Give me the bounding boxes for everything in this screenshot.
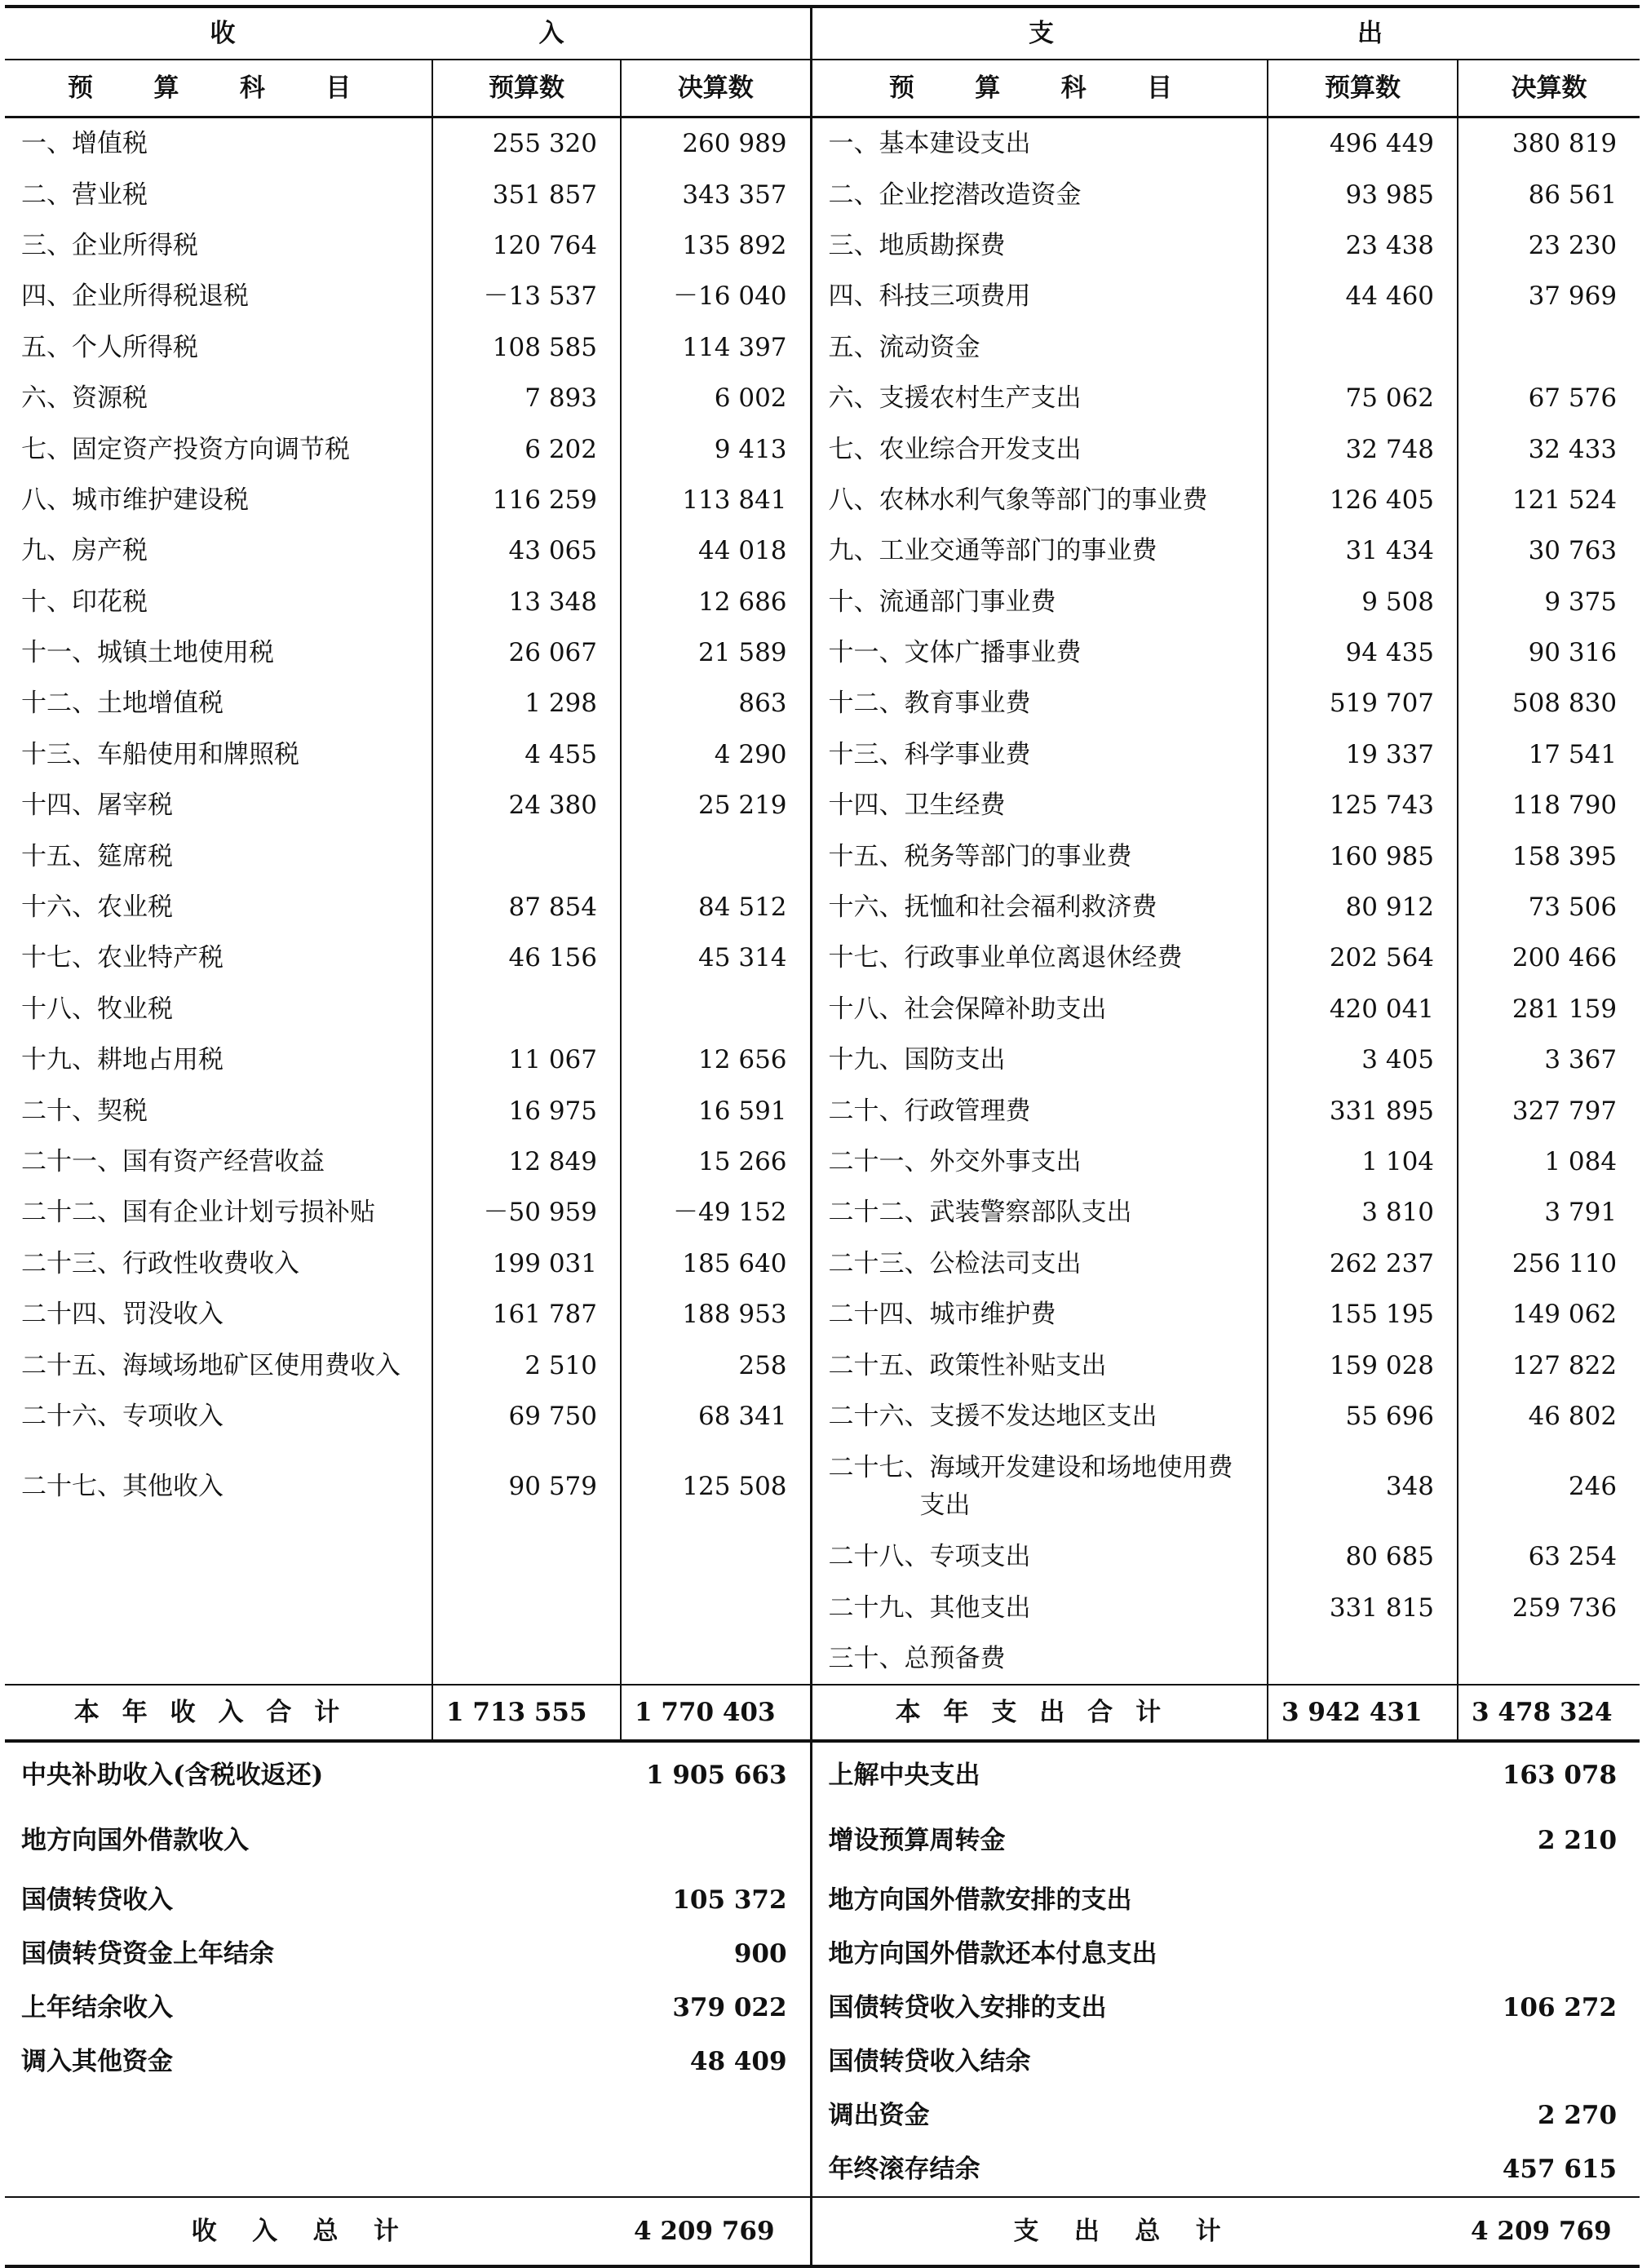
expense-transfer-name: 国债转贷收入安排的支出	[828, 1993, 1107, 2023]
expense-item-name: 一、基本建设支出	[828, 129, 1031, 159]
expense-budget-value: 3 810	[1268, 1187, 1458, 1238]
income-final-value: 16 591	[621, 1085, 811, 1136]
table-row	[5, 831, 1640, 881]
expense-final-value: 37 969	[1458, 271, 1640, 321]
expense-budget-value: 32 748	[1268, 423, 1458, 474]
expense-budget-value: 496 449	[1268, 117, 1458, 170]
income-transfer-value	[621, 2089, 811, 2142]
expense-budget-value: 262 237	[1268, 1238, 1458, 1289]
income-budget-value: 2 510	[432, 1340, 621, 1390]
expense-transfer-value: 106 272	[1502, 1993, 1618, 2023]
income-item-name: 十九、耕地占用税	[21, 1045, 224, 1075]
table-row	[5, 1136, 1640, 1187]
income-transfer-name: 地方向国外借款收入	[21, 1826, 249, 1856]
table-row	[5, 117, 1640, 170]
expense-item-name: 二十六、支援不发达地区支出	[828, 1401, 1157, 1431]
income-item-name: 二十二、国有企业计划亏损补贴	[21, 1198, 375, 1228]
expense-item-name: 三十、总预备费	[828, 1644, 1006, 1674]
table-row	[5, 322, 1640, 373]
expense-final-value: 200 466	[1458, 932, 1640, 983]
income-final-value: 12 686	[621, 577, 811, 627]
expense-final-value: 118 790	[1458, 780, 1640, 831]
table-row	[5, 1085, 1640, 1136]
expense-item-name: 十六、抚恤和社会福利救济费	[828, 893, 1157, 923]
expense-final-value: 246	[1458, 1442, 1640, 1531]
income-transfer-value: 1 905 663	[621, 1741, 811, 1808]
expense-final-value: 46 802	[1458, 1391, 1640, 1442]
income-item-name: 十八、牧业税	[21, 994, 173, 1024]
income-budget-value: 7 893	[432, 373, 621, 423]
income-grand-total-label: 收入总计	[5, 2197, 621, 2266]
table-row	[5, 678, 1640, 729]
transfer-row	[5, 1981, 1640, 2035]
table-row	[5, 627, 1640, 678]
income-transfer-value	[621, 2142, 811, 2197]
income-item-name: 十三、车船使用和牌照税	[21, 739, 299, 769]
expense-budget-value: 331 815	[1268, 1583, 1458, 1633]
income-section-title: 收 入	[5, 7, 811, 60]
expense-final-value: 256 110	[1458, 1238, 1640, 1289]
expense-item-name-line1: 二十七、海域开发建设和场地使用费	[828, 1453, 1233, 1483]
expense-budget-value: 75 062	[1268, 373, 1458, 423]
expense-budget-value: 44 460	[1268, 271, 1458, 321]
income-transfer-name: 调入其他资金	[21, 2047, 173, 2077]
income-budget-value: 199 031	[432, 1238, 621, 1289]
expense-final-value: 127 822	[1458, 1340, 1640, 1390]
table-row	[5, 577, 1640, 627]
table-row	[5, 373, 1640, 423]
income-final-value: 44 018	[621, 525, 811, 576]
expense-item-name: 十四、卫生经费	[828, 791, 1006, 821]
expense-item-name: 二十、行政管理费	[828, 1096, 1031, 1126]
income-final-value: 135 892	[621, 220, 811, 271]
income-budget-value: 116 259	[432, 475, 621, 525]
expense-final-value: 281 159	[1458, 984, 1640, 1034]
income-item-empty	[5, 1633, 432, 1685]
income-year-total-final: 1 770 403	[621, 1685, 811, 1741]
expense-transfer-value: 457 615	[1502, 2155, 1618, 2185]
income-final-empty	[621, 1531, 811, 1582]
income-item-name: 二、营业税	[21, 179, 148, 210]
expense-final-value: 63 254	[1458, 1531, 1640, 1582]
income-final-value: 258	[621, 1340, 811, 1390]
expense-final-value: 9 375	[1458, 577, 1640, 627]
year-total-row	[5, 1685, 1640, 1741]
income-item-name: 二十七、其他收入	[21, 1472, 224, 1502]
income-transfer-value: 379 022	[621, 1981, 811, 2035]
income-final-value: 15 266	[621, 1136, 811, 1187]
income-item-name: 十六、农业税	[21, 893, 173, 923]
expense-item-header: 预 算 科 目	[811, 60, 1268, 117]
expense-final-value: 17 541	[1458, 729, 1640, 780]
income-budget-value: 351 857	[432, 169, 621, 219]
income-transfer-name	[5, 2089, 621, 2142]
income-item-name: 二十五、海域场地矿区使用费收入	[21, 1350, 401, 1380]
table-row	[5, 1583, 1640, 1633]
expense-final-value: 67 576	[1458, 373, 1640, 423]
table-row	[5, 220, 1640, 271]
income-final-value: 114 397	[621, 322, 811, 373]
income-budget-empty	[432, 1633, 621, 1685]
expense-transfer-name: 地方向国外借款还本付息支出	[828, 1939, 1157, 1969]
expense-item-name: 三、地质勘探费	[828, 230, 1006, 260]
income-item-name: 二十一、国有资产经营收益	[21, 1147, 325, 1176]
table-row	[5, 729, 1640, 780]
income-final-value: 188 953	[621, 1289, 811, 1340]
expense-final-header: 决算数	[1458, 60, 1640, 117]
expense-budget-value: 420 041	[1268, 984, 1458, 1034]
expense-year-total-label: 本年支出合计	[811, 1685, 1268, 1741]
income-final-value: 6 002	[621, 373, 811, 423]
income-transfer-name	[5, 2142, 621, 2197]
income-item-name: 四、企业所得税退税	[21, 281, 249, 312]
table-row	[5, 475, 1640, 525]
expense-transfer-name: 调出资金	[828, 2101, 930, 2131]
income-final-value: 125 508	[621, 1442, 811, 1531]
income-item-name: 七、固定资产投资方向调节税	[21, 434, 350, 464]
expense-item-name: 二十一、外交外事支出	[828, 1147, 1082, 1176]
income-final-value	[621, 984, 811, 1034]
income-year-total-budget: 1 713 555	[432, 1685, 621, 1741]
expense-item-name: 十二、教育事业费	[828, 689, 1031, 719]
table-row	[5, 423, 1640, 474]
expense-item-name: 十七、行政事业单位离退休经费	[828, 943, 1183, 973]
expense-budget-value: 125 743	[1268, 780, 1458, 831]
income-item-name: 五、个人所得税	[21, 332, 198, 362]
transfer-row	[5, 1927, 1640, 1981]
expense-final-value: 23 230	[1458, 220, 1640, 271]
income-final-value: 84 512	[621, 882, 811, 932]
income-budget-value: 26 067	[432, 627, 621, 678]
income-final-empty	[621, 1583, 811, 1633]
expense-budget-value: 31 434	[1268, 525, 1458, 576]
expense-transfer-value	[1458, 1873, 1640, 1927]
expense-final-value: 121 524	[1458, 475, 1640, 525]
income-budget-value: 43 065	[432, 525, 621, 576]
income-budget-value: 6 202	[432, 423, 621, 474]
expense-budget-value: 155 195	[1268, 1289, 1458, 1340]
expense-budget-value: 160 985	[1268, 831, 1458, 881]
table-row	[5, 882, 1640, 932]
income-final-value: 863	[621, 678, 811, 729]
expense-item-name: 六、支援农村生产支出	[828, 383, 1082, 414]
income-budget-value	[432, 984, 621, 1034]
budget-table	[5, 5, 1640, 2268]
transfer-row	[5, 2035, 1640, 2089]
income-final-value: 9 413	[621, 423, 811, 474]
expense-final-value: 30 763	[1458, 525, 1640, 576]
table-row	[5, 1391, 1640, 1442]
expense-transfer-value: 163 078	[1502, 1761, 1618, 1791]
income-grand-total-value: 4 209 769	[621, 2197, 811, 2266]
expense-item-name: 二十五、政策性补贴支出	[828, 1350, 1107, 1380]
income-item-name: 十七、农业特产税	[21, 943, 224, 973]
expense-item-name: 二十四、城市维护费	[828, 1300, 1056, 1330]
expense-budget-value: 80 912	[1268, 882, 1458, 932]
expense-transfer-name: 增设预算周转金	[828, 1826, 1006, 1856]
expense-final-value: 508 830	[1458, 678, 1640, 729]
expense-budget-value: 19 337	[1268, 729, 1458, 780]
expense-section-title: 支 出	[811, 7, 1640, 60]
income-budget-value: 11 067	[432, 1034, 621, 1085]
transfer-row	[5, 2089, 1640, 2142]
income-item-name: 二十四、罚没收入	[21, 1300, 224, 1330]
income-item-header: 预 算 科 目	[5, 60, 432, 117]
table-row	[5, 169, 1640, 219]
income-item-name: 二十六、专项收入	[21, 1401, 224, 1431]
table-row	[5, 1034, 1640, 1085]
transfer-row	[5, 1808, 1640, 1873]
income-budget-value: 90 579	[432, 1442, 621, 1531]
transfer-row	[5, 2142, 1640, 2197]
expense-final-value: 149 062	[1458, 1289, 1640, 1340]
expense-budget-header: 预算数	[1268, 60, 1458, 117]
expense-item-name: 十八、社会保障补助支出	[828, 994, 1107, 1024]
income-item-name: 六、资源税	[21, 383, 148, 414]
income-budget-value: 16 975	[432, 1085, 621, 1136]
income-final-value: 25 219	[621, 780, 811, 831]
income-final-value: 68 341	[621, 1391, 811, 1442]
expense-final-value: 1 084	[1458, 1136, 1640, 1187]
expense-item-name-wrapped	[811, 1442, 1268, 1531]
expense-budget-value	[1268, 1633, 1458, 1685]
income-item-name: 十、印花税	[21, 587, 148, 617]
income-final-value: 113 841	[621, 475, 811, 525]
expense-budget-value	[1268, 322, 1458, 373]
income-budget-value: 108 585	[432, 322, 621, 373]
income-budget-value: 46 156	[432, 932, 621, 983]
expense-transfer-value	[1458, 2035, 1640, 2089]
income-budget-empty	[432, 1583, 621, 1633]
expense-item-name-line2: 支出	[919, 1491, 971, 1521]
income-budget-header: 预算数	[432, 60, 621, 117]
expense-final-value: 90 316	[1458, 627, 1640, 678]
expense-item-name: 九、工业交通等部门的事业费	[828, 536, 1157, 566]
income-final-value: －49 152	[621, 1187, 811, 1238]
expense-item-name: 八、农林水利气象等部门的事业费	[828, 485, 1208, 515]
income-item-name: 八、城市维护建设税	[21, 485, 249, 515]
expense-budget-value: 93 985	[1268, 169, 1458, 219]
expense-budget-value: 159 028	[1268, 1340, 1458, 1390]
expense-budget-value: 55 696	[1268, 1391, 1458, 1442]
expense-budget-value: 519 707	[1268, 678, 1458, 729]
income-final-value: 343 357	[621, 169, 811, 219]
table-row	[5, 932, 1640, 983]
table-row	[5, 1289, 1640, 1340]
income-budget-value: 161 787	[432, 1289, 621, 1340]
income-transfer-value: 900	[621, 1927, 811, 1981]
income-transfer-value: 105 372	[621, 1873, 811, 1927]
income-item-name: 九、房产税	[21, 536, 148, 566]
income-budget-value: －13 537	[432, 271, 621, 321]
expense-item-name: 十三、科学事业费	[828, 739, 1031, 769]
expense-item-name: 十一、文体广播事业费	[828, 638, 1082, 668]
expense-item-name: 二十二、武装警察部队支出	[828, 1198, 1132, 1228]
income-budget-value: －50 959	[432, 1187, 621, 1238]
income-item-name: 十一、城镇土地使用税	[21, 638, 274, 668]
income-final-value: 12 656	[621, 1034, 811, 1085]
expense-budget-value: 9 508	[1268, 577, 1458, 627]
income-transfer-name: 上年结余收入	[21, 1993, 173, 2023]
income-item-name: 二十三、行政性收费收入	[21, 1248, 299, 1278]
income-item-name: 二十、契税	[21, 1096, 148, 1126]
income-item-name: 十二、土地增值税	[21, 689, 224, 719]
expense-final-value: 380 819	[1458, 117, 1640, 170]
income-item-name: 一、增值税	[21, 129, 148, 159]
income-final-value: 185 640	[621, 1238, 811, 1289]
expense-budget-value: 331 895	[1268, 1085, 1458, 1136]
expense-grand-total-value: 4 209 769	[1458, 2197, 1640, 2266]
income-budget-value: 69 750	[432, 1391, 621, 1442]
table-row	[5, 525, 1640, 576]
income-budget-value: 12 849	[432, 1136, 621, 1187]
table-row	[5, 780, 1640, 831]
expense-final-value: 32 433	[1458, 423, 1640, 474]
expense-final-value: 259 736	[1458, 1583, 1640, 1633]
transfer-row	[5, 1741, 1640, 1808]
table-row	[5, 271, 1640, 321]
expense-item-name: 二十九、其他支出	[828, 1592, 1031, 1623]
expense-item-name: 十、流通部门事业费	[828, 587, 1056, 617]
column-header-row	[5, 60, 1640, 117]
income-final-value: 45 314	[621, 932, 811, 983]
expense-year-total-final: 3 478 324	[1458, 1685, 1640, 1741]
table-row	[5, 1340, 1640, 1390]
expense-final-value	[1458, 1633, 1640, 1685]
income-transfer-value: 48 409	[621, 2035, 811, 2089]
expense-budget-value: 94 435	[1268, 627, 1458, 678]
table-row	[5, 1531, 1640, 1582]
expense-item-name: 十九、国防支出	[828, 1045, 1006, 1075]
expense-final-value: 3 791	[1458, 1187, 1640, 1238]
income-item-empty	[5, 1531, 432, 1582]
income-final-value: 260 989	[621, 117, 811, 170]
expense-final-value: 158 395	[1458, 831, 1640, 881]
expense-item-name: 五、流动资金	[828, 332, 980, 362]
expense-final-value: 73 506	[1458, 882, 1640, 932]
expense-grand-total-label: 支出总计	[811, 2197, 1458, 2266]
expense-item-name: 十五、税务等部门的事业费	[828, 841, 1132, 871]
expense-final-value: 86 561	[1458, 169, 1640, 219]
expense-final-value	[1458, 322, 1640, 373]
table-row	[5, 1442, 1640, 1531]
expense-transfer-name: 地方向国外借款安排的支出	[828, 1885, 1132, 1916]
income-final-value: 4 290	[621, 729, 811, 780]
table-row	[5, 1633, 1640, 1685]
income-budget-value	[432, 831, 621, 881]
income-transfer-name: 中央补助收入(含税收返还)	[21, 1761, 324, 1791]
income-final-empty	[621, 1633, 811, 1685]
income-budget-empty	[432, 1531, 621, 1582]
expense-item-name: 二十三、公检法司支出	[828, 1248, 1082, 1278]
income-budget-value: 24 380	[432, 780, 621, 831]
expense-budget-value: 80 685	[1268, 1531, 1458, 1582]
expense-final-value: 3 367	[1458, 1034, 1640, 1085]
expense-final-value: 327 797	[1458, 1085, 1640, 1136]
income-final-header: 决算数	[621, 60, 811, 117]
income-item-name: 三、企业所得税	[21, 230, 198, 260]
expense-transfer-value: 2 210	[1537, 1826, 1618, 1856]
grand-total-row	[5, 2197, 1640, 2266]
expense-item-name: 二、企业挖潜改造资金	[828, 179, 1082, 210]
expense-budget-value: 202 564	[1268, 932, 1458, 983]
expense-item-name: 二十八、专项支出	[828, 1542, 1031, 1572]
income-transfer-value	[621, 1808, 811, 1873]
income-item-name: 十五、筵席税	[21, 841, 173, 871]
income-budget-value: 13 348	[432, 577, 621, 627]
expense-transfer-value: 2 270	[1537, 2101, 1618, 2131]
income-year-total-label: 本年收入合计	[5, 1685, 432, 1741]
transfer-row	[5, 1873, 1640, 1927]
expense-budget-value: 126 405	[1268, 475, 1458, 525]
table-row	[5, 984, 1640, 1034]
expense-budget-value: 23 438	[1268, 220, 1458, 271]
table-row	[5, 1238, 1640, 1289]
income-final-value	[621, 831, 811, 881]
income-budget-value: 255 320	[432, 117, 621, 170]
expense-item-name: 四、科技三项费用	[828, 281, 1031, 312]
income-transfer-name: 国债转贷收入	[21, 1885, 173, 1916]
expense-budget-value: 3 405	[1268, 1034, 1458, 1085]
income-budget-value: 120 764	[432, 220, 621, 271]
expense-transfer-name: 国债转贷收入结余	[828, 2047, 1031, 2077]
income-item-name: 十四、屠宰税	[21, 791, 173, 821]
income-item-empty	[5, 1583, 432, 1633]
expense-item-name: 七、农业综合开发支出	[828, 434, 1082, 464]
income-final-value: －16 040	[621, 271, 811, 321]
income-budget-value: 1 298	[432, 678, 621, 729]
expense-transfer-value	[1458, 1927, 1640, 1981]
section-header-row	[5, 7, 1640, 60]
table-row	[5, 1187, 1640, 1238]
expense-budget-value: 348	[1268, 1442, 1458, 1531]
income-final-value: 21 589	[621, 627, 811, 678]
expense-budget-value: 1 104	[1268, 1136, 1458, 1187]
expense-transfer-name: 年终滚存结余	[828, 2155, 980, 2185]
income-budget-value: 87 854	[432, 882, 621, 932]
expense-transfer-name: 上解中央支出	[828, 1761, 980, 1791]
income-transfer-name: 国债转贷资金上年结余	[21, 1939, 274, 1969]
income-budget-value: 4 455	[432, 729, 621, 780]
expense-year-total-budget: 3 942 431	[1268, 1685, 1458, 1741]
